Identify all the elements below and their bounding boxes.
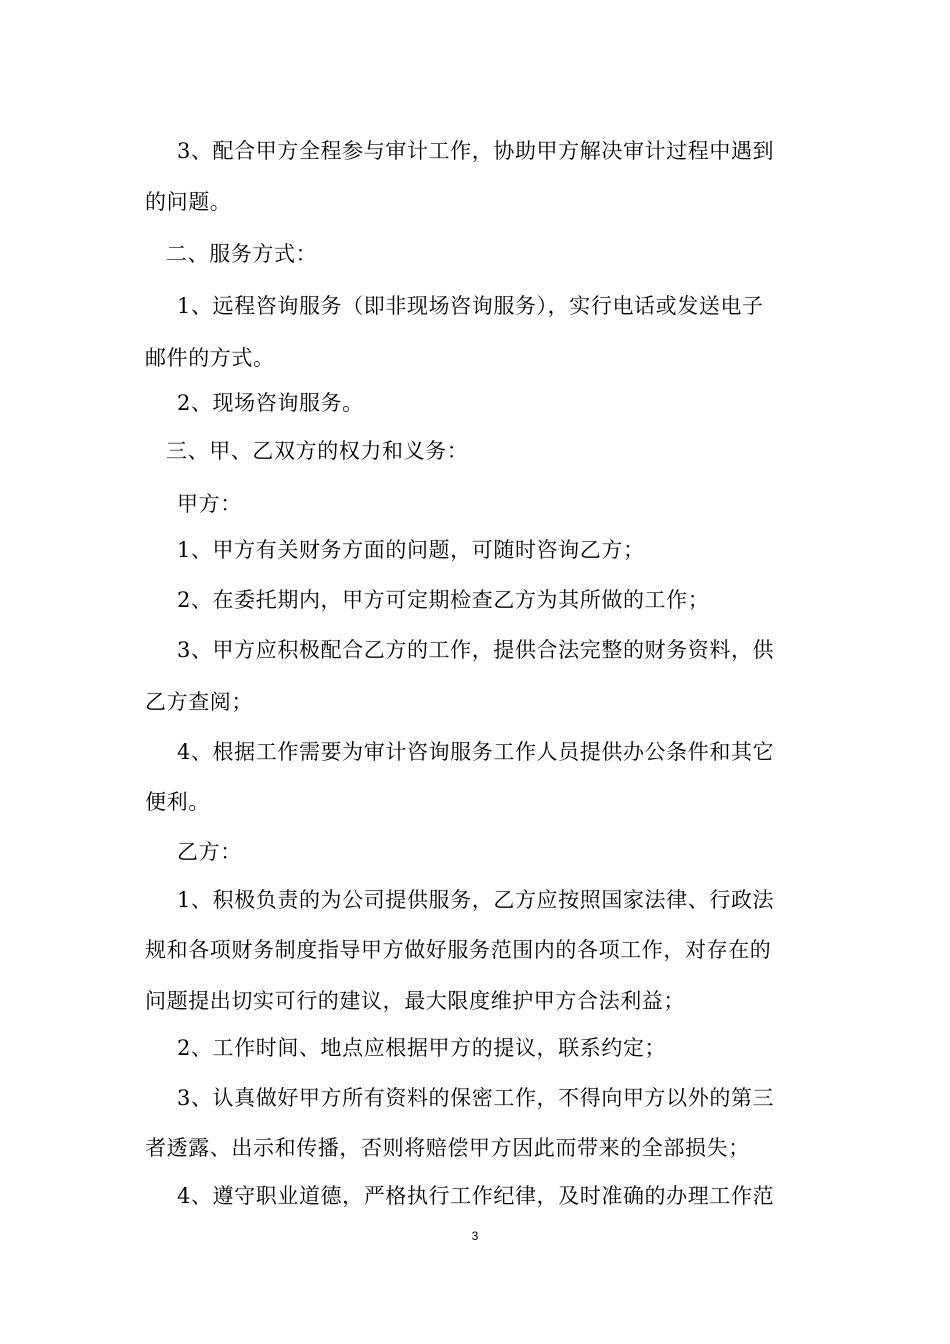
paragraph-line: 2、工作时间、地点应根据甲方的提议，联系约定； [177, 1036, 667, 1060]
paragraph-line: 2、现场咨询服务。 [177, 391, 364, 415]
paragraph-line: 3、认真做好甲方所有资料的保密工作，不得向甲方以外的第三 [177, 1086, 775, 1110]
section-heading: 二、服务方式： [166, 242, 318, 266]
paragraph-line: 1、甲方有关财务方面的问题，可随时咨询乙方； [177, 538, 645, 562]
paragraph-line: 4、遵守职业道德，严格执行工作纪律，及时准确的办理工作范 [177, 1184, 775, 1208]
party-heading: 乙方： [177, 840, 242, 864]
paragraph-line: 1、积极负责的为公司提供服务，乙方应按照国家法律、行政法 [177, 888, 775, 912]
paragraph-line: 的问题。 [145, 190, 232, 214]
paragraph-line: 1、远程咨询服务（即非现场咨询服务），实行电话或发送电子 [177, 294, 764, 318]
paragraph-line: 3、配合甲方全程参与审计工作，协助甲方解决审计过程中遇到 [177, 139, 775, 163]
paragraph-line: 4、根据工作需要为审计咨询服务工作人员提供办公条件和其它 [177, 740, 775, 764]
paragraph-line: 3、甲方应积极配合乙方的工作，提供合法完整的财务资料，供 [177, 638, 775, 662]
paragraph-line: 便利。 [145, 790, 210, 814]
paragraph-line: 规和各项财务制度指导甲方做好服务范围内的各项工作，对存在的 [145, 938, 772, 962]
paragraph-line: 乙方查阅； [145, 690, 253, 714]
party-heading: 甲方： [177, 492, 242, 516]
page-number: 3 [471, 1229, 479, 1243]
section-heading: 三、甲、乙双方的权力和义务： [166, 439, 469, 463]
paragraph-line: 者透露、出示和传播，否则将赔偿甲方因此而带来的全部损失； [145, 1136, 750, 1160]
paragraph-line: 问题提出切实可行的建议，最大限度维护甲方合法利益； [145, 989, 685, 1013]
paragraph-line: 邮件的方式。 [145, 346, 275, 370]
paragraph-line: 2、在委托期内，甲方可定期检查乙方为其所做的工作； [177, 588, 710, 612]
